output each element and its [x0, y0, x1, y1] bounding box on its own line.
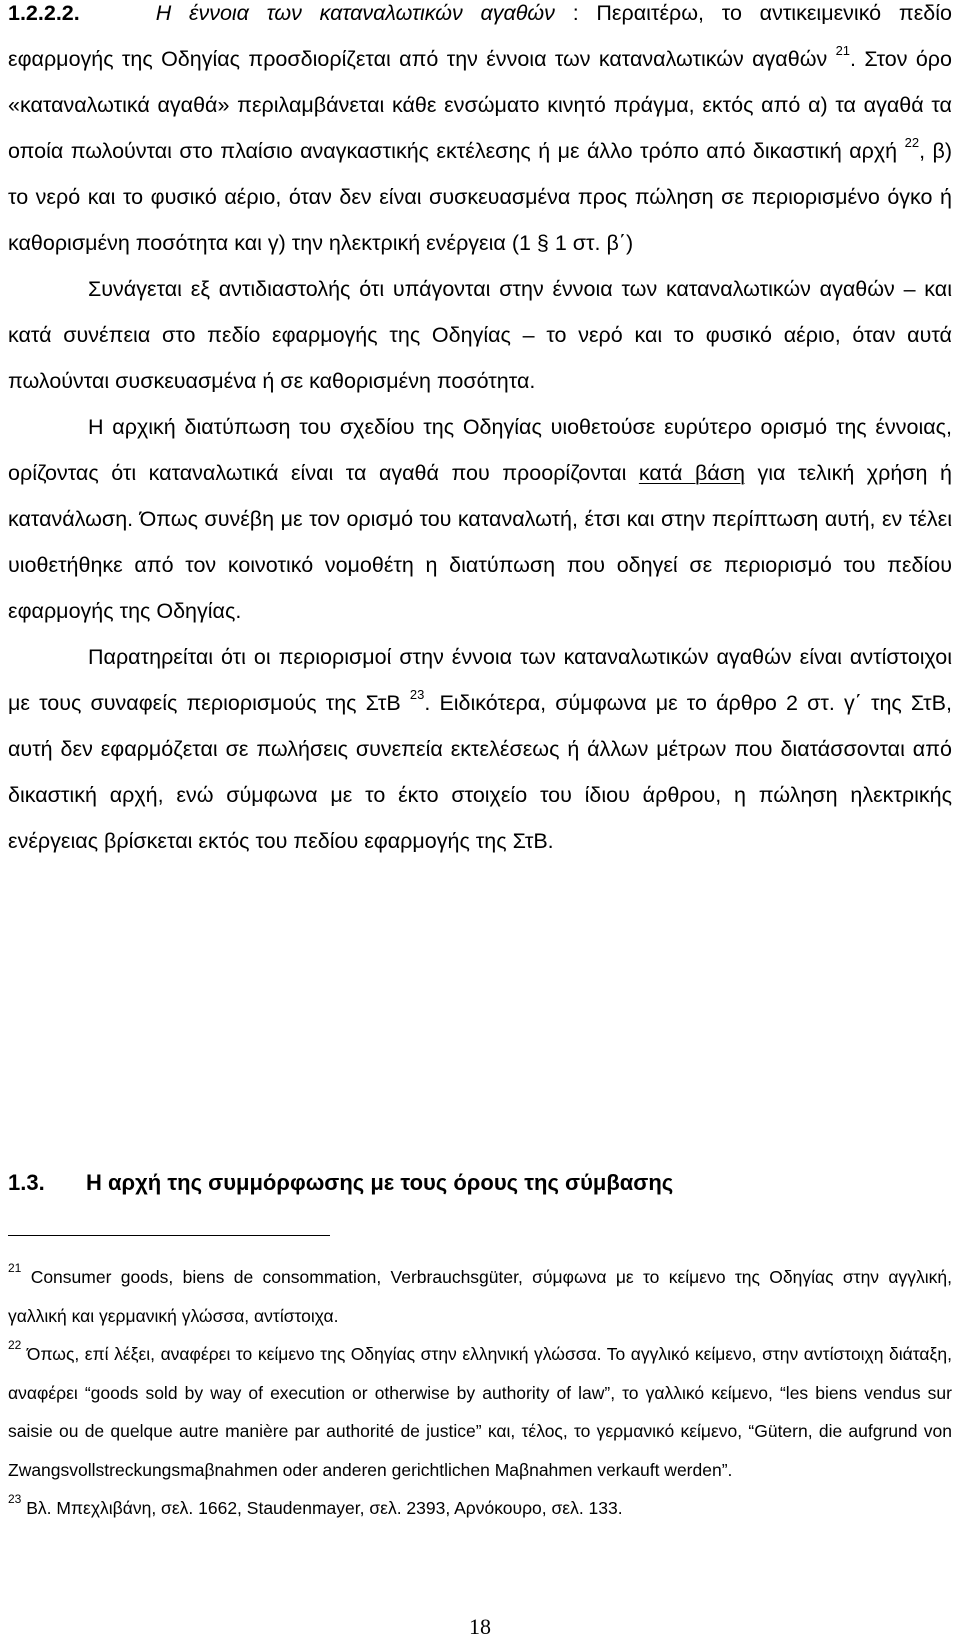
footnote-text: Όπως, επί λέξει, αναφέρει το κείμενο της Οδηγίας στην ελληνική γλώσσα. Το αγγλικό κείμενο, στην αντίστοιχη διάταξη, αναφέρει “goods sold by way of execution or otherwise by authority of law”, το γαλλικό κείμενο, “les biens vendus sur saisie ou de quelque autre manière par authorité de justice” και, τέλος, το γερμανικό κείμενο, “Gütern, die aufgrund von Zwangsvollstreckungsmaβnahmen oder anderen gerichtlichen Maβnahmen verkauft werden”. [8, 1344, 952, 1480]
footnote-ref-22[interactable]: 22 [904, 134, 920, 150]
footnote-23 [8, 1489, 952, 1528]
paragraph-water-gas: Συνάγεται εξ αντιδιαστολής ότι υπάγονται στην έννοια των καταναλωτικών αγαθών – και κατά συνέπεια στο πεδίο εφαρμογής της Οδηγίας – το νερό και το φυσικό αέριο, όταν αυτά πωλούνται συσκευασμένα ή σε καθορισμένη ποσότητα. [8, 277, 952, 393]
paragraph-text: : Περαιτέρω, το αντικειμενικό πεδίο εφαρμογής της Οδηγίας προσδιορίζεται από την έννοια των καταναλωτικών αγαθών [8, 1, 952, 71]
footnote-number: 22 [8, 1338, 22, 1353]
section-number: 1.2.2.2. [8, 1, 80, 25]
footnote-text: Consumer goods, biens de consommation, Verbrauchsgüter, σύμφωνα με το κείμενο της Οδηγίας στην αγγλική, γαλλική και γερμανική γλώσσα, αντίστοιχα. [8, 1267, 952, 1326]
footnote-ref-23[interactable]: 23 [409, 686, 425, 702]
footnote-21 [8, 1258, 952, 1335]
footnote-text: Βλ. Μπεχλιβάνη, σελ. 1662, Staudenmayer, σελ. 2393, Αρνόκουρο, σελ. 133. [26, 1498, 623, 1518]
underlined-text: κατά βάση [638, 461, 745, 485]
paragraph-text: για τελική χρήση ή κατανάλωση. Όπως συνέβη με τον ορισμό του καταναλωτή, έτσι και στην περίπτωση αυτή, εν τέλει υιοθετήθηκε από τον κοινοτικό νομοθέτη η διατύπωση που οδηγεί σε περιορισμό του πεδίου εφαρμογής της Οδηγίας. [8, 461, 952, 623]
footnote-22 [8, 1335, 952, 1489]
section-heading [8, 1170, 673, 1196]
section-title: Η έννοια των καταναλωτικών αγαθών [155, 1, 555, 25]
paragraph-text: . Ειδικότερα, σύμφωνα με το άρθρο 2 στ. γ΄ της ΣτΒ, αυτή δεν εφαρμόζεται σε πωλήσεις συνεπεία εκτελέσεως ή άλλων μέτρων που διατάσσονται από δικαστική αρχή, ενώ σύμφωνα με το έκτο στοιχείο του ίδιου άρθρου, η πώληση ηλεκτρικής ενέργειας βρίσκεται εκτός του πεδίου εφαρμογής της ΣτΒ. [8, 691, 952, 853]
paragraph-text: . Στον όρο «καταναλωτικά αγαθά» περιλαμβάνεται κάθε ενσώματο κινητό πράγμα, εκτός από α) τα αγαθά τα οποία πωλούνται στο πλαίσιο αναγκαστικής εκτέλεσης ή με άλλο τρόπο από δικαστική αρχή [8, 47, 952, 163]
footnote-ref-21[interactable]: 21 [835, 42, 851, 58]
footnote-separator [8, 1235, 330, 1236]
paragraph-text: Παρατηρείται ότι οι περιορισμοί στην έννοια των καταναλωτικών αγαθών είναι αντίστοιχοι με τους συναφείς περιορισμούς της ΣτΒ [8, 645, 952, 715]
footnote-number: 23 [8, 1492, 22, 1507]
document-page [8, 0, 952, 1647]
footnotes [8, 1258, 952, 1528]
paragraph-original-draft [8, 404, 952, 634]
paragraph-text: , β) το νερό και το φυσικό αέριο, όταν δεν είναι συσκευασμένα προς πώληση σε περιορισμένο όγκο ή καθορισμένη ποσότητα και γ) την ηλεκτρική ενέργεια (1 § 1 στ. β΄) [8, 139, 952, 255]
heading-number: 1.3. [8, 1170, 45, 1195]
footnote-number: 21 [8, 1261, 22, 1276]
page-number: 18 [469, 1614, 491, 1639]
paragraph-vienna-convention [8, 634, 952, 864]
heading-title: Η αρχή της συμμόρφωσης με τους όρους της σύμβασης [86, 1170, 674, 1195]
paragraph-text: Η αρχική διατύπωση του σχεδίου της Οδηγίας υιοθετούσε ευρύτερο ορισμό της έννοιας, ορίζοντας ότι καταναλωτικά είναι τα αγαθά που προορίζονται [8, 415, 952, 485]
paragraph-consumer-goods-definition [8, 0, 952, 266]
